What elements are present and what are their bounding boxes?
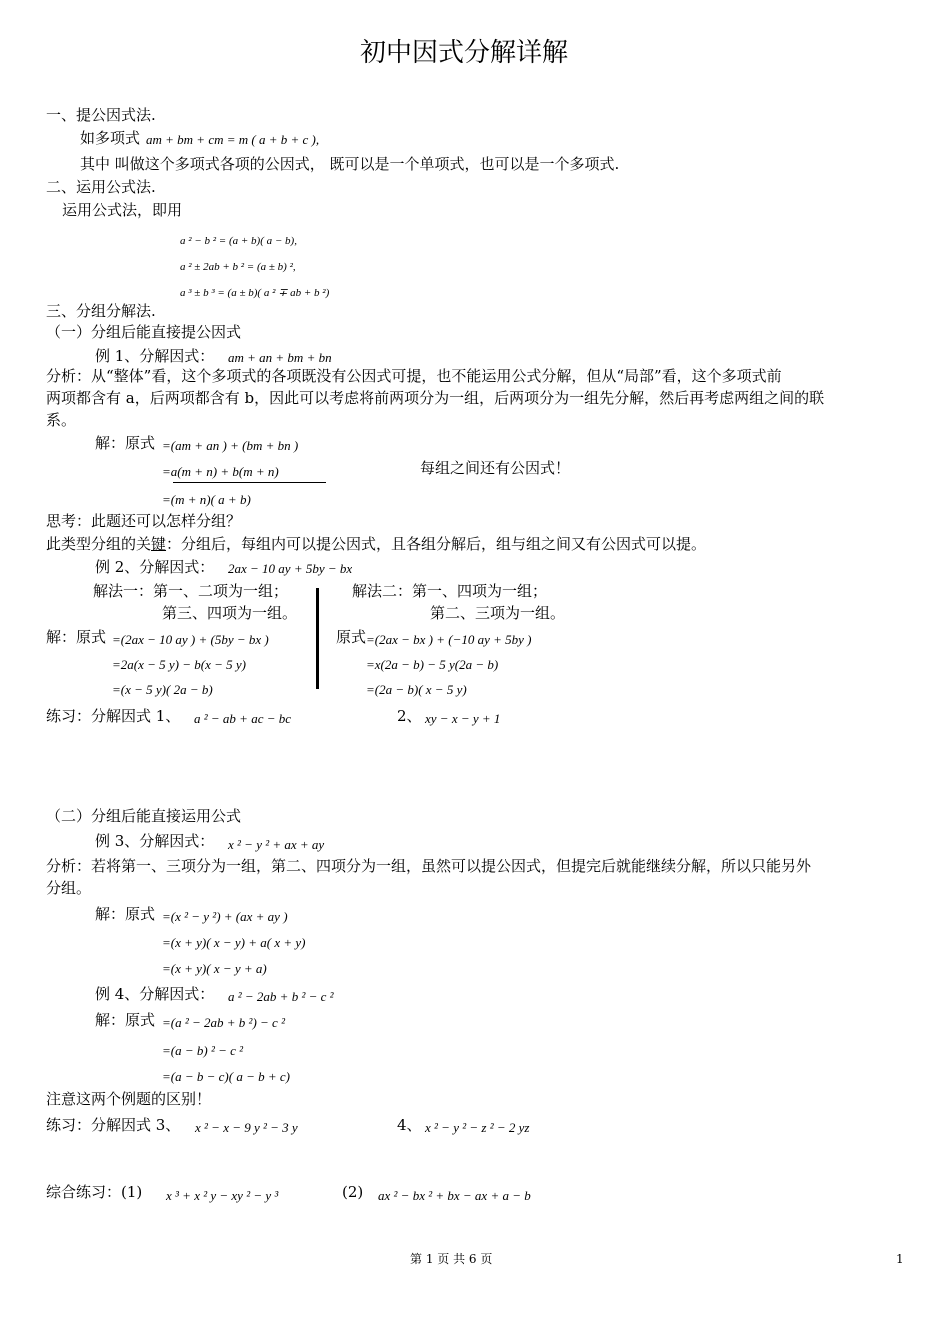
page-footer: 第 1 页 共 6 页 <box>410 1252 493 1266</box>
solution-5-step-1: =(a ² − 2ab + b ²) − c ² <box>162 1015 285 1030</box>
analysis-1-line-2: 两项都含有 a，后两项都含有 b，因此可以考虑将前两项分为一组，后两项分为一组先分解，然后再考虑两组之间的联 <box>46 389 825 407</box>
solution-3-step-2: =x(2a − b) − 5 y(2a − b) <box>366 657 499 672</box>
solution-5-step-3: =(a − b − c)( a − b + c) <box>162 1069 290 1084</box>
s1-line1-label: 如多项式 <box>80 129 141 147</box>
solution-2-step-2: =2a(x − 5 y) − b(x − 5 y) <box>112 657 246 672</box>
section-3-heading: 三、分组分解法. <box>46 302 156 320</box>
solution-3-label: 原式 <box>336 628 367 646</box>
s1-line2: 其中 叫做这个多项式各项的公因式， 既可以是一个单项式，也可以是一个多项式. <box>80 155 620 173</box>
method-2-line-2: 第二、三项为一组。 <box>430 604 566 622</box>
subsection-2-heading: （二）分组后能直接运用公式 <box>46 807 242 825</box>
key-point-post: ：分组后，每组内可以提公因式，且各组分解后，组与组之间又有公因式可以提。 <box>166 535 707 553</box>
method-divider <box>316 588 319 689</box>
solution-1-step-1: =(am + an ) + (bm + bn ) <box>162 438 299 453</box>
section-2-heading: 二、运用公式法. <box>46 178 156 196</box>
solution-3-step-1: =(2ax − bx ) + (−10 ay + 5by ) <box>366 632 532 647</box>
example-1-formula: am + an + bm + bn <box>228 350 332 365</box>
s2-formula-2: a ² ± 2ab + b ² = (a ± b) ², <box>180 261 296 273</box>
practice-4-formula: x ² − y ² − z ² − 2 yz <box>425 1120 530 1135</box>
method-2-line-1: 解法二：第一、四项为一组； <box>352 582 548 600</box>
example-3-formula: x ² − y ² + ax + ay <box>228 837 325 852</box>
method-1-line-1: 解法一：第一、二项为一组； <box>93 582 289 600</box>
s2-intro: 运用公式法，即用 <box>62 201 183 219</box>
key-point <box>46 535 706 553</box>
solution-1-note: 每组之间还有公因式！ <box>420 459 571 477</box>
solution-4-label: 解：原式 <box>95 905 156 923</box>
combined-practice-label-2: (2) <box>342 1183 364 1201</box>
practice-2-label: 2、 <box>397 707 422 725</box>
solution-4-step-1: =(x ² − y ²) + (ax + ay ) <box>162 909 288 924</box>
page-title: 初中因式分解详解 <box>360 38 569 68</box>
solution-2-step-1: =(2ax − 10 ay ) + (5by − bx ) <box>112 632 269 647</box>
example-1-label: 例 1、分解因式： <box>95 347 215 365</box>
s1-line1-formula: am + bm + cm = m ( a + b + c ), <box>146 132 320 147</box>
solution-4-step-3: =(x + y)( x − y + a) <box>162 961 267 976</box>
solution-5-step-2: =(a − b) ² − c ² <box>162 1043 244 1058</box>
solution-2-step-3: =(x − 5 y)( 2a − b) <box>112 682 213 697</box>
practice-3-label: 练习：分解因式 3、 <box>46 1116 181 1134</box>
example-2-formula: 2ax − 10 ay + 5by − bx <box>228 561 353 576</box>
example-2-label: 例 2、分解因式： <box>95 558 215 576</box>
example-4-label: 例 4、分解因式： <box>95 985 215 1003</box>
section-1-heading: 一、提公因式法. <box>46 106 156 124</box>
think-question: 思考：此题还可以怎样分组？ <box>46 512 242 530</box>
analysis-3-line-1: 分析：若将第一、三项分为一组，第二、四项分为一组，虽然可以提公因式，但提完后就能继续分解，所以只能另外 <box>46 857 812 875</box>
solution-1-step-2: =a(m + n) + b(m + n) <box>162 464 279 479</box>
solution-4-step-2: =(x + y)( x − y) + a( x + y) <box>162 935 306 950</box>
combined-practice-formula-2: ax ² − bx ² + bx − ax + a − b <box>378 1188 531 1203</box>
solution-2-label: 解：原式 <box>46 628 107 646</box>
practice-3-formula: x ² − x − 9 y ² − 3 y <box>195 1120 298 1135</box>
practice-1-label: 练习：分解因式 1、 <box>46 707 181 725</box>
analysis-1-line-1: 分析：从“整体”看，这个多项式的各项既没有公因式可提，也不能运用公式分解，但从“局部”看，这个多项式前 <box>46 367 782 385</box>
solution-5-label: 解：原式 <box>95 1011 156 1029</box>
method-1-line-2: 第三、四项为一组。 <box>162 604 298 622</box>
combined-practice-label: 综合练习：(1) <box>46 1183 143 1201</box>
key-point-pre: 此类型分组的关 <box>46 535 152 553</box>
key-point-word: 键 <box>151 535 167 553</box>
solution-1-step-3: =(m + n)( a + b) <box>162 492 251 507</box>
example-3-label: 例 3、分解因式： <box>95 832 215 850</box>
subsection-1-heading: （一）分组后能直接提公因式 <box>46 323 242 341</box>
solution-1-underline <box>173 482 326 483</box>
practice-4-label: 4、 <box>397 1116 422 1134</box>
solution-1-label: 解：原式 <box>95 434 156 452</box>
note: 注意这两个例题的区别！ <box>46 1090 212 1108</box>
practice-2-formula: xy − x − y + 1 <box>425 711 501 726</box>
analysis-1-line-3: 系。 <box>46 411 77 429</box>
page-number: 1 <box>896 1252 904 1266</box>
practice-1-formula: a ² − ab + ac − bc <box>194 711 292 726</box>
solution-3-step-3: =(2a − b)( x − 5 y) <box>366 682 467 697</box>
s2-formula-1: a ² − b ² = (a + b)( a − b), <box>180 235 297 247</box>
analysis-3-line-2: 分组。 <box>46 879 92 897</box>
combined-practice-formula-1: x ³ + x ² y − xy ² − y ³ <box>166 1188 279 1203</box>
s2-formula-3: a ³ ± b ³ = (a ± b)( a ² ∓ ab + b ²) <box>180 287 330 299</box>
example-4-formula: a ² − 2ab + b ² − c ² <box>228 989 334 1004</box>
